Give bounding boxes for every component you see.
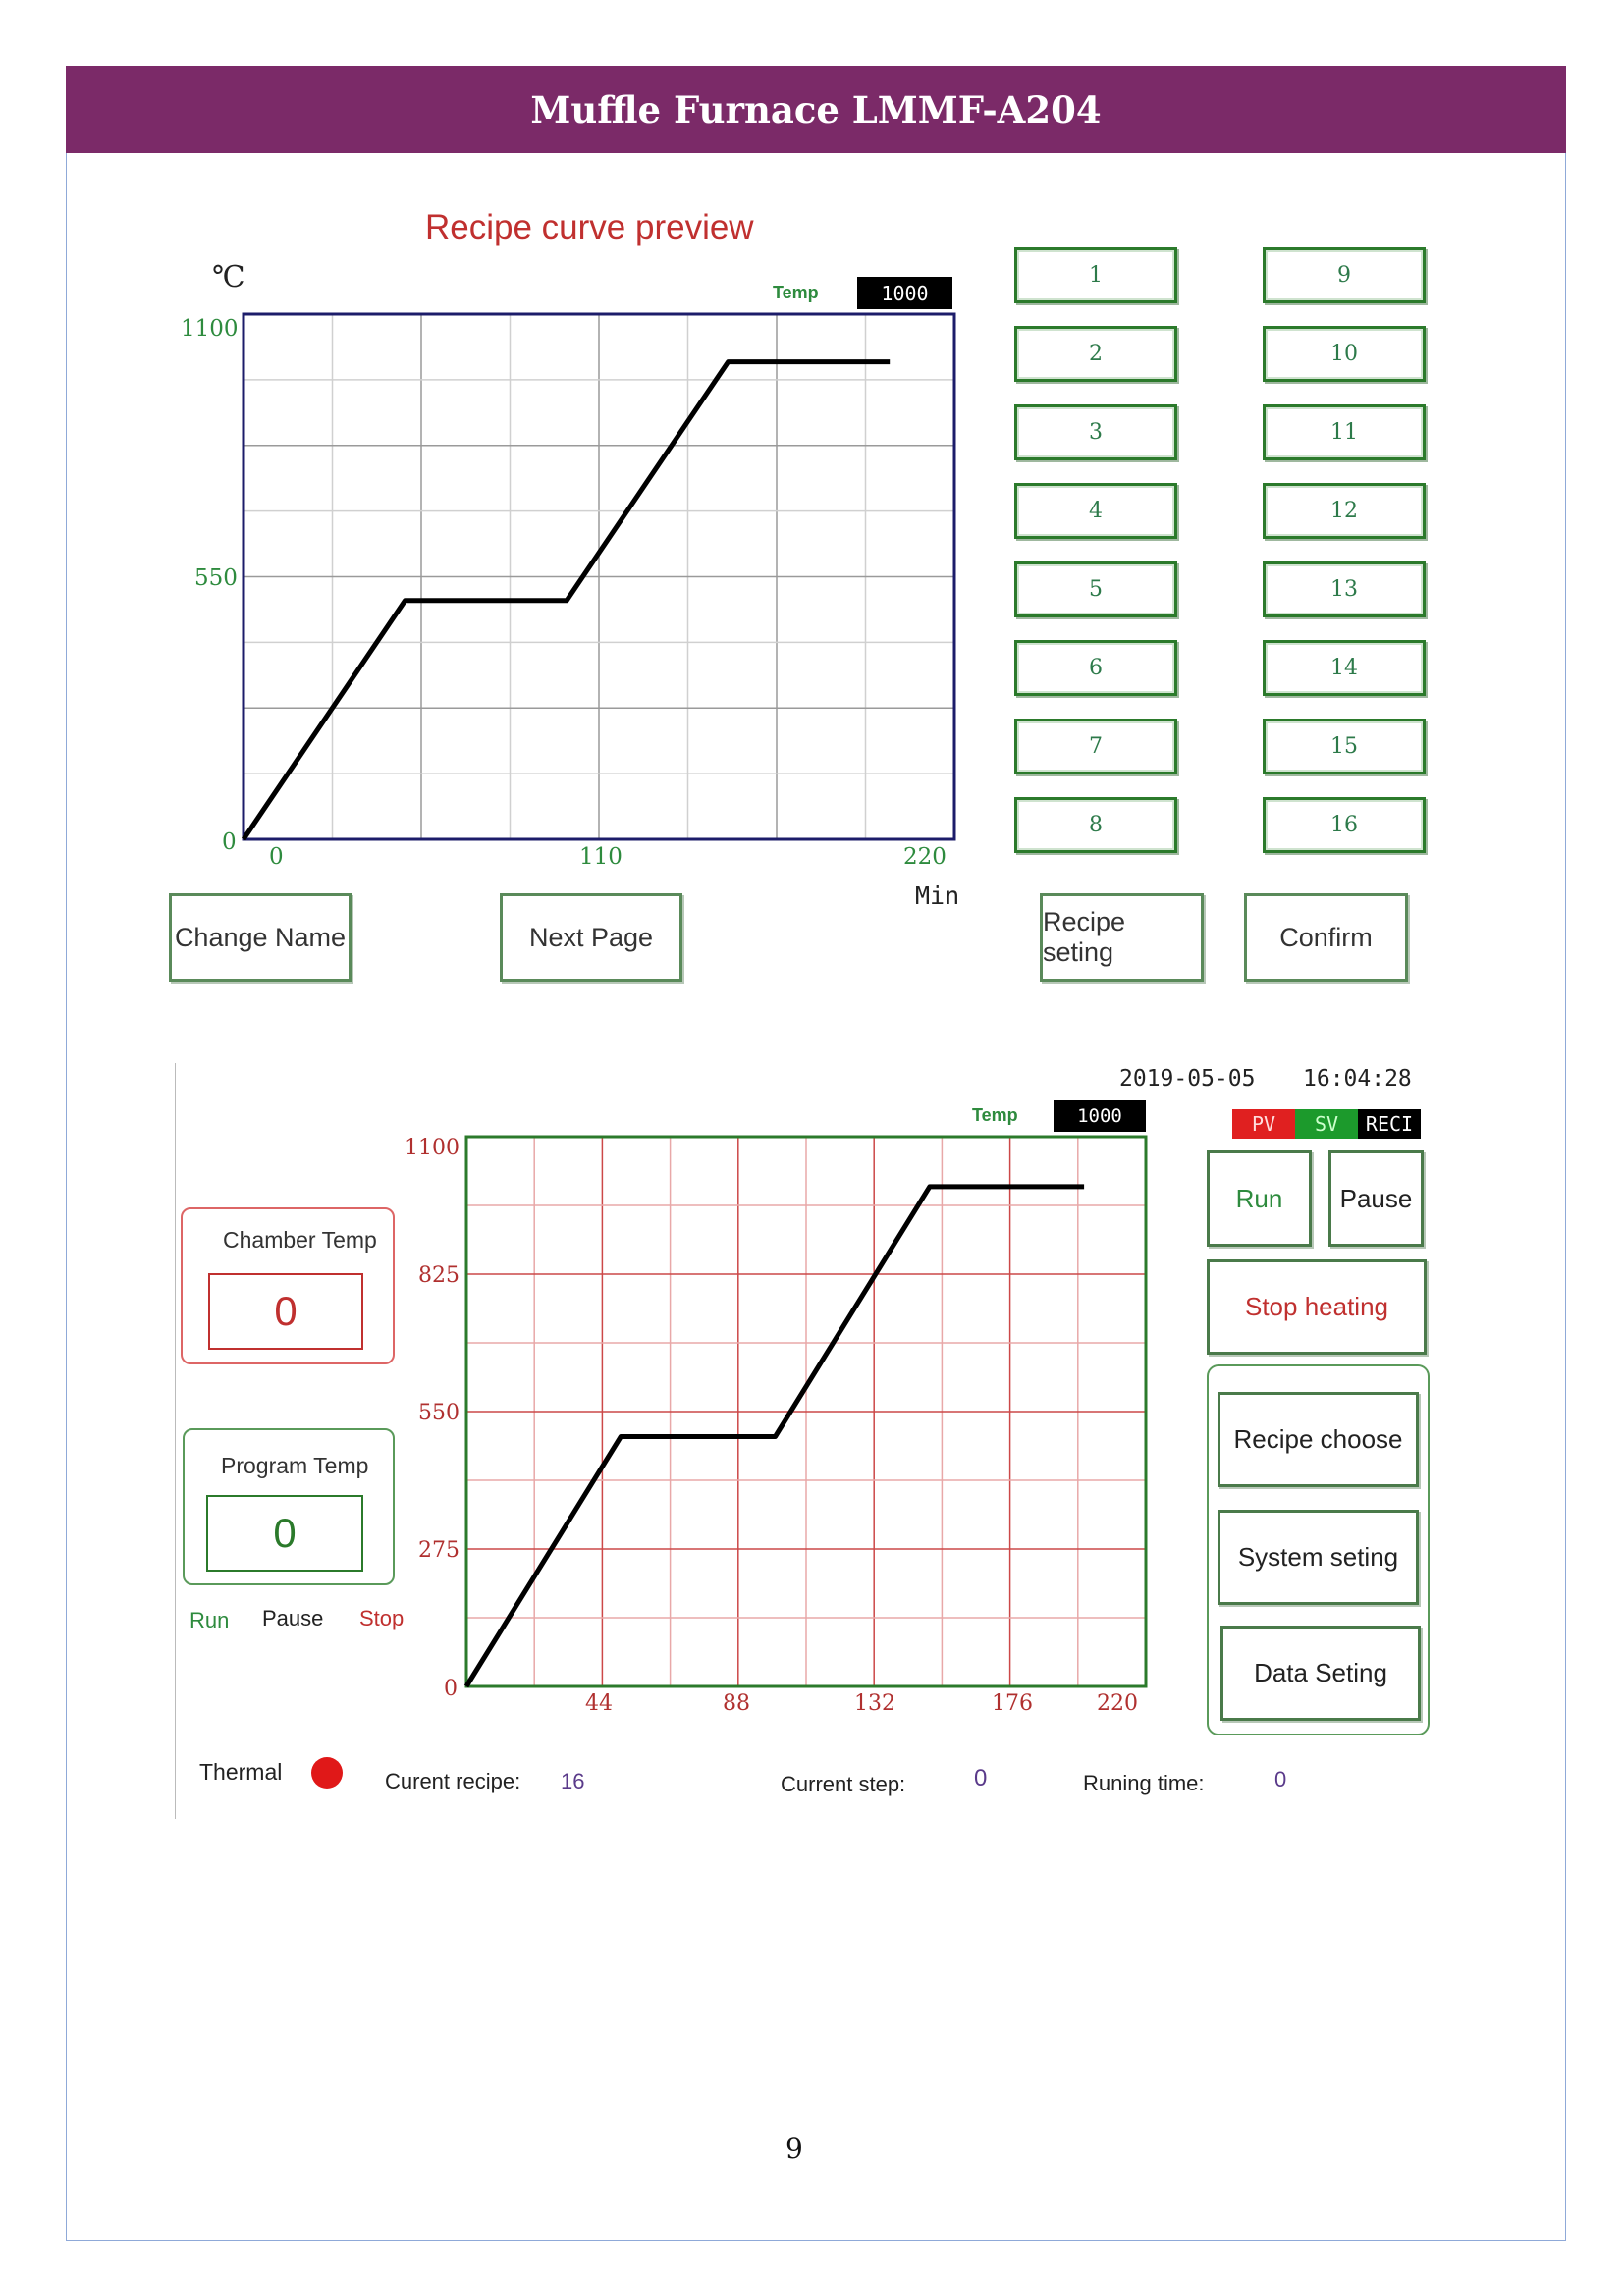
x-tick-label: 110 [579, 844, 623, 870]
recipe-14-button[interactable]: 14 [1263, 640, 1426, 696]
x-tick-label: 0 [269, 844, 284, 870]
x-tick-label: 220 [1097, 1691, 1138, 1716]
y-tick-label: 825 [418, 1263, 460, 1288]
thermal-indicator-dot [311, 1757, 343, 1789]
page-number: 9 [785, 2132, 803, 2164]
date-display: 2019-05-05 [1119, 1066, 1256, 1092]
y-tick-label: 1100 [405, 1136, 460, 1160]
x-tick-label: 132 [854, 1691, 895, 1716]
recipe-3-button[interactable]: 3 [1014, 404, 1177, 460]
x-tick-label: 220 [903, 844, 947, 870]
recipe-7-button[interactable]: 7 [1014, 719, 1177, 774]
current-step-value: 0 [974, 1765, 988, 1791]
recipe-16-button[interactable]: 16 [1263, 797, 1426, 853]
confirm-button[interactable]: Confirm [1244, 893, 1408, 982]
recipe-15-button[interactable]: 15 [1263, 719, 1426, 774]
recipe-5-button[interactable]: 5 [1014, 561, 1177, 617]
temp-label: Temp [972, 1105, 1018, 1125]
program-temp-label: Program Temp [221, 1453, 369, 1478]
run-button[interactable]: Run [1207, 1150, 1312, 1247]
y-tick-label: 0 [444, 1677, 458, 1701]
y-tick-label: 550 [418, 1401, 460, 1425]
recipe-preview-title: Recipe curve preview [425, 208, 754, 246]
y-tick-label: 1100 [181, 316, 239, 342]
running-time-value: 0 [1274, 1767, 1287, 1791]
recipe-11-button[interactable]: 11 [1263, 404, 1426, 460]
y-tick-label: 0 [222, 829, 237, 855]
temp-value-box: 1000 [1054, 1100, 1146, 1132]
current-recipe-label: Curent recipe: [385, 1769, 521, 1793]
recipe-4-button[interactable]: 4 [1014, 483, 1177, 539]
thermal-label: Thermal [199, 1759, 283, 1785]
x-tick-label: 176 [992, 1691, 1033, 1716]
temperature-curve [244, 362, 890, 839]
stop-heating-button[interactable]: Stop heating [1207, 1259, 1427, 1355]
temp-label: Temp [773, 283, 819, 302]
stop-status-label: Stop [359, 1606, 405, 1630]
recipe-9-button[interactable]: 9 [1263, 247, 1426, 303]
recipe-6-button[interactable]: 6 [1014, 640, 1177, 696]
program-temp-value: 0 [206, 1495, 363, 1572]
x-unit-label: Min [915, 881, 960, 910]
recipe-10-button[interactable]: 10 [1263, 326, 1426, 382]
system-seting-button[interactable]: System seting [1218, 1510, 1419, 1605]
pause-button[interactable]: Pause [1328, 1150, 1424, 1247]
recipe-13-button[interactable]: 13 [1263, 561, 1426, 617]
run-status-label: Run [189, 1608, 230, 1632]
pause-status-label: Pause [262, 1606, 324, 1630]
current-recipe-value: 16 [561, 1769, 585, 1793]
next-page-button[interactable]: Next Page [500, 893, 682, 982]
recipe-12-button[interactable]: 12 [1263, 483, 1426, 539]
recipe-1-button[interactable]: 1 [1014, 247, 1177, 303]
x-tick-label: 88 [723, 1691, 750, 1716]
recipe-8-button[interactable]: 8 [1014, 797, 1177, 853]
y-tick-label: 550 [194, 565, 238, 591]
recipe-seting-button[interactable]: Recipe seting [1040, 893, 1204, 982]
chamber-temp-label: Chamber Temp [223, 1227, 377, 1253]
page-title: Muffle Furnace LMMF-A204 [530, 87, 1102, 132]
recipe-2-button[interactable]: 2 [1014, 326, 1177, 382]
chamber-temp-value: 0 [208, 1273, 363, 1350]
reci-indicator: RECI [1358, 1109, 1421, 1139]
pv-indicator: PV [1232, 1109, 1295, 1139]
data-seting-button[interactable]: Data Seting [1220, 1626, 1421, 1721]
x-tick-label: 44 [585, 1691, 613, 1716]
temperature-unit-label: ℃ [212, 260, 245, 294]
y-tick-label: 275 [418, 1538, 460, 1563]
sv-indicator: SV [1295, 1109, 1358, 1139]
current-step-label: Current step: [781, 1772, 906, 1796]
temperature-curve [466, 1187, 1084, 1686]
change-name-button[interactable]: Change Name [169, 893, 352, 982]
temp-value-box: 1000 [857, 277, 952, 309]
recipe-choose-button[interactable]: Recipe choose [1218, 1392, 1419, 1487]
time-display: 16:04:28 [1303, 1066, 1412, 1092]
running-time-label: Runing time: [1083, 1771, 1205, 1795]
